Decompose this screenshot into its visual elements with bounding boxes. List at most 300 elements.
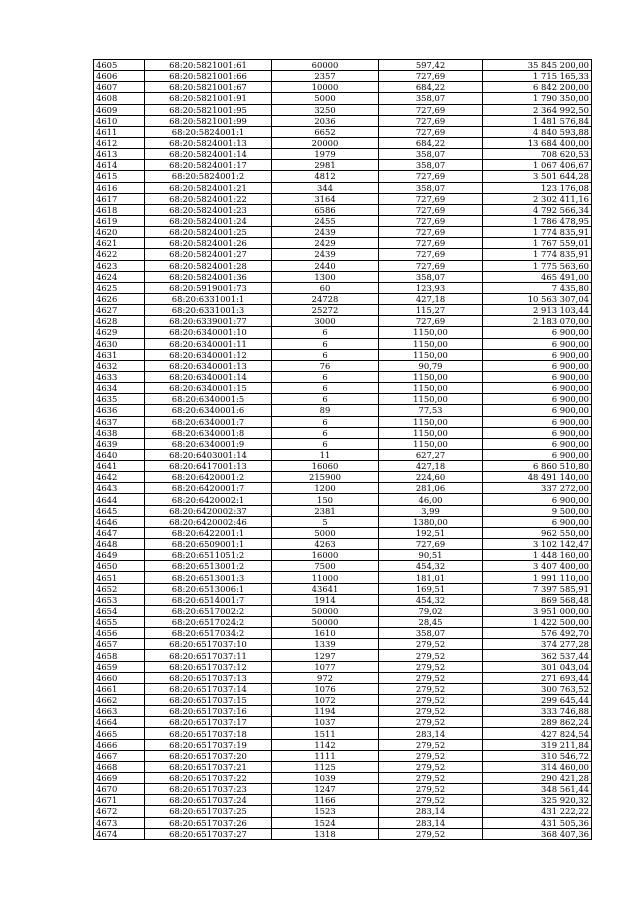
- cadastral-number-cell: 68:20:6509001:1: [145, 539, 272, 550]
- rate-cell: 283,14: [379, 728, 483, 739]
- cadastral-number-cell: 68:20:6340001:5: [145, 394, 272, 405]
- area-cell: 60000: [272, 60, 379, 71]
- rate-cell: 1150,00: [379, 416, 483, 427]
- rate-cell: 279,52: [379, 784, 483, 795]
- value-cell: 1 790 350,00: [483, 93, 592, 104]
- row-number-cell: 4658: [94, 650, 145, 661]
- rate-cell: 279,52: [379, 639, 483, 650]
- cadastral-number-cell: 68:20:6340001:8: [145, 427, 272, 438]
- value-cell: 6 900,00: [483, 338, 592, 349]
- area-cell: 1072: [272, 695, 379, 706]
- value-cell: 4 840 593,88: [483, 126, 592, 137]
- table-row: [94, 706, 592, 717]
- cadastral-number-cell: 68:20:6517024:2: [145, 617, 272, 628]
- table-row: [94, 750, 592, 761]
- row-number-cell: 4664: [94, 717, 145, 728]
- table-row: [94, 427, 592, 438]
- rate-cell: 28,45: [379, 617, 483, 628]
- row-number-cell: 4646: [94, 516, 145, 527]
- table-row: [94, 784, 592, 795]
- area-cell: 6: [272, 327, 379, 338]
- cadastral-number-cell: 68:20:5824001:21: [145, 182, 272, 193]
- row-number-cell: 4662: [94, 695, 145, 706]
- row-number-cell: 4607: [94, 82, 145, 93]
- table-row: [94, 449, 592, 460]
- area-cell: 1300: [272, 271, 379, 282]
- cadastral-number-cell: 68:20:6340001:10: [145, 327, 272, 338]
- row-number-cell: 4632: [94, 360, 145, 371]
- area-cell: 1077: [272, 661, 379, 672]
- table-row: [94, 227, 592, 238]
- area-cell: 3250: [272, 104, 379, 115]
- row-number-cell: 4629: [94, 327, 145, 338]
- area-cell: 6: [272, 394, 379, 405]
- value-cell: 2 913 103,44: [483, 305, 592, 316]
- cadastral-number-cell: 68:20:5824001:24: [145, 215, 272, 226]
- area-cell: 5000: [272, 527, 379, 538]
- row-number-cell: 4652: [94, 583, 145, 594]
- value-cell: 1 422 500,00: [483, 617, 592, 628]
- value-cell: 374 277,28: [483, 639, 592, 650]
- value-cell: 427 824,54: [483, 728, 592, 739]
- rate-cell: 727,69: [379, 215, 483, 226]
- row-number-cell: 4660: [94, 672, 145, 683]
- area-cell: 76: [272, 360, 379, 371]
- table-row: [94, 461, 592, 472]
- cadastral-number-cell: 68:20:5824001:14: [145, 149, 272, 160]
- area-cell: 2429: [272, 238, 379, 249]
- rate-cell: 727,69: [379, 249, 483, 260]
- table-row: [94, 293, 592, 304]
- area-cell: 1297: [272, 650, 379, 661]
- area-cell: 2439: [272, 227, 379, 238]
- table-row: [94, 505, 592, 516]
- cadastral-number-cell: 68:20:6517037:21: [145, 761, 272, 772]
- rate-cell: 727,69: [379, 238, 483, 249]
- row-number-cell: 4627: [94, 305, 145, 316]
- area-cell: 1125: [272, 761, 379, 772]
- table-row: [94, 438, 592, 449]
- table-row: [94, 349, 592, 360]
- cadastral-number-cell: 68:20:5824001:26: [145, 238, 272, 249]
- value-cell: 310 546,72: [483, 750, 592, 761]
- cadastral-number-cell: 68:20:6420002:46: [145, 516, 272, 527]
- table-row: [94, 93, 592, 104]
- value-cell: 35 845 200,00: [483, 60, 592, 71]
- cadastral-number-cell: 68:20:5824001:36: [145, 271, 272, 282]
- rate-cell: 224,60: [379, 472, 483, 483]
- cadastral-number-cell: 68:20:6340001:7: [145, 416, 272, 427]
- rate-cell: 281,06: [379, 483, 483, 494]
- cadastral-number-cell: 68:20:6331001:3: [145, 305, 272, 316]
- area-cell: 2440: [272, 260, 379, 271]
- cadastral-number-cell: 68:20:5821001:61: [145, 60, 272, 71]
- rate-cell: 727,69: [379, 227, 483, 238]
- rate-cell: 1150,00: [379, 438, 483, 449]
- value-cell: 271 693,44: [483, 672, 592, 683]
- area-cell: 1914: [272, 594, 379, 605]
- area-cell: 4263: [272, 539, 379, 550]
- cadastral-number-cell: 68:20:5821001:66: [145, 71, 272, 82]
- value-cell: 6 900,00: [483, 494, 592, 505]
- value-cell: 869 568,48: [483, 594, 592, 605]
- table-row: [94, 605, 592, 616]
- table-row: [94, 617, 592, 628]
- table-row: [94, 561, 592, 572]
- table-row: [94, 472, 592, 483]
- rate-cell: 279,52: [379, 672, 483, 683]
- table-row: [94, 327, 592, 338]
- value-cell: 6 900,00: [483, 349, 592, 360]
- rate-cell: 279,52: [379, 706, 483, 717]
- row-number-cell: 4663: [94, 706, 145, 717]
- row-number-cell: 4668: [94, 761, 145, 772]
- cadastral-number-cell: 68:20:6513001:3: [145, 572, 272, 583]
- row-number-cell: 4640: [94, 449, 145, 460]
- cadastral-number-cell: 68:20:6517037:14: [145, 683, 272, 694]
- rate-cell: 358,07: [379, 149, 483, 160]
- area-cell: 6: [272, 438, 379, 449]
- table-row: [94, 550, 592, 561]
- rate-cell: 358,07: [379, 160, 483, 171]
- rate-cell: 181,01: [379, 572, 483, 583]
- rate-cell: 358,07: [379, 93, 483, 104]
- row-number-cell: 4610: [94, 115, 145, 126]
- area-cell: 6: [272, 371, 379, 382]
- area-cell: 1039: [272, 773, 379, 784]
- table-row: [94, 137, 592, 148]
- table-row: [94, 71, 592, 82]
- value-cell: 7 435,80: [483, 282, 592, 293]
- cadastral-number-cell: 68:20:6517037:20: [145, 750, 272, 761]
- table-row: [94, 338, 592, 349]
- rate-cell: 358,07: [379, 271, 483, 282]
- cadastral-number-cell: 68:20:6513001:2: [145, 561, 272, 572]
- value-cell: 7 397 585,91: [483, 583, 592, 594]
- row-number-cell: 4612: [94, 137, 145, 148]
- value-cell: 348 561,44: [483, 784, 592, 795]
- rate-cell: 169,51: [379, 583, 483, 594]
- value-cell: 48 491 140,00: [483, 472, 592, 483]
- value-cell: 1 448 160,00: [483, 550, 592, 561]
- cadastral-number-cell: 68:20:5919001:73: [145, 282, 272, 293]
- rate-cell: 123,93: [379, 282, 483, 293]
- rate-cell: 427,18: [379, 461, 483, 472]
- row-number-cell: 4644: [94, 494, 145, 505]
- table-row: [94, 271, 592, 282]
- row-number-cell: 4647: [94, 527, 145, 538]
- area-cell: 2357: [272, 71, 379, 82]
- rate-cell: 115,27: [379, 305, 483, 316]
- rate-cell: 279,52: [379, 761, 483, 772]
- table-row: [94, 282, 592, 293]
- row-number-cell: 4626: [94, 293, 145, 304]
- table-row: [94, 761, 592, 772]
- rate-cell: 1150,00: [379, 349, 483, 360]
- row-number-cell: 4614: [94, 160, 145, 171]
- row-number-cell: 4674: [94, 828, 145, 839]
- row-number-cell: 4651: [94, 572, 145, 583]
- rate-cell: 1150,00: [379, 371, 483, 382]
- value-cell: 301 043,04: [483, 661, 592, 672]
- table-row: [94, 672, 592, 683]
- value-cell: 431 222,22: [483, 806, 592, 817]
- value-cell: 333 746,88: [483, 706, 592, 717]
- cadastral-number-cell: 68:20:5821001:99: [145, 115, 272, 126]
- row-number-cell: 4650: [94, 561, 145, 572]
- rate-cell: 454,32: [379, 594, 483, 605]
- row-number-cell: 4635: [94, 394, 145, 405]
- cadastral-number-cell: 68:20:5824001:13: [145, 137, 272, 148]
- area-cell: 16060: [272, 461, 379, 472]
- cadastral-number-cell: 68:20:6339001:77: [145, 316, 272, 327]
- cadastral-number-cell: 68:20:6517037:12: [145, 661, 272, 672]
- rate-cell: 1150,00: [379, 327, 483, 338]
- cadastral-number-cell: 68:20:6340001:14: [145, 371, 272, 382]
- cadastral-number-cell: 68:20:6340001:6: [145, 405, 272, 416]
- table-row: [94, 193, 592, 204]
- cadastral-number-cell: 68:20:6517002:2: [145, 605, 272, 616]
- row-number-cell: 4616: [94, 182, 145, 193]
- row-number-cell: 4636: [94, 405, 145, 416]
- rate-cell: 597,42: [379, 60, 483, 71]
- table-row: [94, 728, 592, 739]
- area-cell: 150: [272, 494, 379, 505]
- value-cell: 962 550,00: [483, 527, 592, 538]
- row-number-cell: 4673: [94, 817, 145, 828]
- cadastral-number-cell: 68:20:6417001:13: [145, 461, 272, 472]
- table-row: [94, 115, 592, 126]
- table-row: [94, 494, 592, 505]
- rate-cell: 727,69: [379, 171, 483, 182]
- area-cell: 25272: [272, 305, 379, 316]
- cadastral-number-cell: 68:20:6517037:16: [145, 706, 272, 717]
- area-cell: 1142: [272, 739, 379, 750]
- area-cell: 2981: [272, 160, 379, 171]
- rate-cell: 283,14: [379, 817, 483, 828]
- cadastral-number-cell: 68:20:6517037:10: [145, 639, 272, 650]
- cadastral-number-cell: 68:20:6340001:13: [145, 360, 272, 371]
- cadastral-number-cell: 68:20:6517037:22: [145, 773, 272, 784]
- value-cell: 9 500,00: [483, 505, 592, 516]
- rate-cell: 727,69: [379, 193, 483, 204]
- row-number-cell: 4624: [94, 271, 145, 282]
- value-cell: 1 767 559,01: [483, 238, 592, 249]
- cadastral-number-cell: 68:20:6340001:12: [145, 349, 272, 360]
- table-row: [94, 405, 592, 416]
- area-cell: 50000: [272, 617, 379, 628]
- rate-cell: 279,52: [379, 650, 483, 661]
- area-cell: 2455: [272, 215, 379, 226]
- rate-cell: 684,22: [379, 137, 483, 148]
- area-cell: 5: [272, 516, 379, 527]
- area-cell: 344: [272, 182, 379, 193]
- row-number-cell: 4619: [94, 215, 145, 226]
- rate-cell: 77,53: [379, 405, 483, 416]
- row-number-cell: 4659: [94, 661, 145, 672]
- area-cell: 6: [272, 383, 379, 394]
- table-row: [94, 238, 592, 249]
- value-cell: 6 900,00: [483, 360, 592, 371]
- table-row: [94, 126, 592, 137]
- row-number-cell: 4621: [94, 238, 145, 249]
- row-number-cell: 4618: [94, 204, 145, 215]
- row-number-cell: 4654: [94, 605, 145, 616]
- table-row: [94, 383, 592, 394]
- value-cell: 368 407,36: [483, 828, 592, 839]
- cadastral-number-cell: 68:20:6517037:24: [145, 795, 272, 806]
- rate-cell: 1150,00: [379, 383, 483, 394]
- cadastral-number-cell: 68:20:6420001:7: [145, 483, 272, 494]
- rate-cell: 727,69: [379, 71, 483, 82]
- value-cell: 2 302 411,16: [483, 193, 592, 204]
- table-row: [94, 182, 592, 193]
- value-cell: 1 481 576,84: [483, 115, 592, 126]
- value-cell: 431 505,36: [483, 817, 592, 828]
- table-row: [94, 483, 592, 494]
- table-row: [94, 695, 592, 706]
- row-number-cell: 4633: [94, 371, 145, 382]
- row-number-cell: 4606: [94, 71, 145, 82]
- table-row: [94, 594, 592, 605]
- value-cell: 300 763,52: [483, 683, 592, 694]
- cadastral-number-cell: 68:20:6420002:37: [145, 505, 272, 516]
- row-number-cell: 4608: [94, 93, 145, 104]
- rate-cell: 279,52: [379, 661, 483, 672]
- value-cell: 6 900,00: [483, 427, 592, 438]
- value-cell: 13 684 400,00: [483, 137, 592, 148]
- row-number-cell: 4631: [94, 349, 145, 360]
- table-row: [94, 82, 592, 93]
- rate-cell: 79,02: [379, 605, 483, 616]
- value-cell: 1 774 835,91: [483, 227, 592, 238]
- area-cell: 1318: [272, 828, 379, 839]
- value-cell: 314 460,00: [483, 761, 592, 772]
- table-row: [94, 215, 592, 226]
- row-number-cell: 4655: [94, 617, 145, 628]
- value-cell: 1 775 563,60: [483, 260, 592, 271]
- value-cell: 6 900,00: [483, 371, 592, 382]
- table-row: [94, 806, 592, 817]
- cadastral-number-cell: 68:20:6517037:13: [145, 672, 272, 683]
- table-row: [94, 828, 592, 839]
- row-number-cell: 4639: [94, 438, 145, 449]
- value-cell: 1 991 110,00: [483, 572, 592, 583]
- value-cell: 337 272,00: [483, 483, 592, 494]
- area-cell: 215900: [272, 472, 379, 483]
- row-number-cell: 4661: [94, 683, 145, 694]
- cadastral-number-cell: 68:20:6517037:23: [145, 784, 272, 795]
- value-cell: 319 211,84: [483, 739, 592, 750]
- rate-cell: 90,79: [379, 360, 483, 371]
- cadastral-number-cell: 68:20:6514001:7: [145, 594, 272, 605]
- cadastral-number-cell: 68:20:6517037:26: [145, 817, 272, 828]
- value-cell: 6 900,00: [483, 405, 592, 416]
- row-number-cell: 4611: [94, 126, 145, 137]
- value-cell: 3 501 644,28: [483, 171, 592, 182]
- area-cell: 89: [272, 405, 379, 416]
- row-number-cell: 4670: [94, 784, 145, 795]
- row-number-cell: 4628: [94, 316, 145, 327]
- cadastral-number-cell: 68:20:6517037:15: [145, 695, 272, 706]
- rate-cell: 627,27: [379, 449, 483, 460]
- value-cell: 1 067 406,67: [483, 160, 592, 171]
- table-row: [94, 316, 592, 327]
- area-cell: 6: [272, 338, 379, 349]
- table-row: [94, 416, 592, 427]
- rate-cell: 1150,00: [379, 338, 483, 349]
- value-cell: 6 900,00: [483, 383, 592, 394]
- cadastral-number-cell: 68:20:6340001:15: [145, 383, 272, 394]
- table-row: [94, 204, 592, 215]
- cadastral-number-cell: 68:20:6517037:17: [145, 717, 272, 728]
- cadastral-number-cell: 68:20:5824001:1: [145, 126, 272, 137]
- row-number-cell: 4671: [94, 795, 145, 806]
- cadastral-number-cell: 68:20:6420002:1: [145, 494, 272, 505]
- cadastral-number-cell: 68:20:6331001:1: [145, 293, 272, 304]
- rate-cell: 727,69: [379, 260, 483, 271]
- area-cell: 1037: [272, 717, 379, 728]
- row-number-cell: 4657: [94, 639, 145, 650]
- area-cell: 50000: [272, 605, 379, 616]
- table-row: [94, 717, 592, 728]
- table-row: [94, 639, 592, 650]
- table-row: [94, 149, 592, 160]
- value-cell: 1 715 165,33: [483, 71, 592, 82]
- value-cell: 325 920,32: [483, 795, 592, 806]
- table-row: [94, 260, 592, 271]
- rate-cell: 279,52: [379, 739, 483, 750]
- value-cell: 123 176,08: [483, 182, 592, 193]
- cadastral-number-cell: 68:20:6511051:2: [145, 550, 272, 561]
- rate-cell: 1150,00: [379, 427, 483, 438]
- table-row: [94, 650, 592, 661]
- cadastral-number-cell: 68:20:6517037:27: [145, 828, 272, 839]
- area-cell: 11000: [272, 572, 379, 583]
- cadastral-number-cell: 68:20:6517037:19: [145, 739, 272, 750]
- cadastral-number-cell: 68:20:5824001:28: [145, 260, 272, 271]
- table-row: [94, 527, 592, 538]
- table-row: [94, 628, 592, 639]
- area-cell: 11: [272, 449, 379, 460]
- area-cell: 3000: [272, 316, 379, 327]
- rate-cell: 279,52: [379, 828, 483, 839]
- area-cell: 1200: [272, 483, 379, 494]
- cadastral-number-cell: 68:20:6517037:18: [145, 728, 272, 739]
- cadastral-number-cell: 68:20:5824001:17: [145, 160, 272, 171]
- table-row: [94, 683, 592, 694]
- area-cell: 10000: [272, 82, 379, 93]
- value-cell: 576 492,70: [483, 628, 592, 639]
- rate-cell: 279,52: [379, 683, 483, 694]
- cadastral-number-cell: 68:20:5824001:22: [145, 193, 272, 204]
- table-row: [94, 60, 592, 71]
- cadastral-number-cell: 68:20:5821001:91: [145, 93, 272, 104]
- row-number-cell: 4656: [94, 628, 145, 639]
- cadastral-number-cell: 68:20:5821001:95: [145, 104, 272, 115]
- table-row: [94, 739, 592, 750]
- table-row: [94, 305, 592, 316]
- area-cell: 1166: [272, 795, 379, 806]
- rate-cell: 279,52: [379, 750, 483, 761]
- row-number-cell: 4620: [94, 227, 145, 238]
- table-row: [94, 817, 592, 828]
- row-number-cell: 4648: [94, 539, 145, 550]
- row-number-cell: 4645: [94, 505, 145, 516]
- rate-cell: 727,69: [379, 115, 483, 126]
- cadastral-number-cell: 68:20:6340001:11: [145, 338, 272, 349]
- cadastral-number-cell: 68:20:5824001:2: [145, 171, 272, 182]
